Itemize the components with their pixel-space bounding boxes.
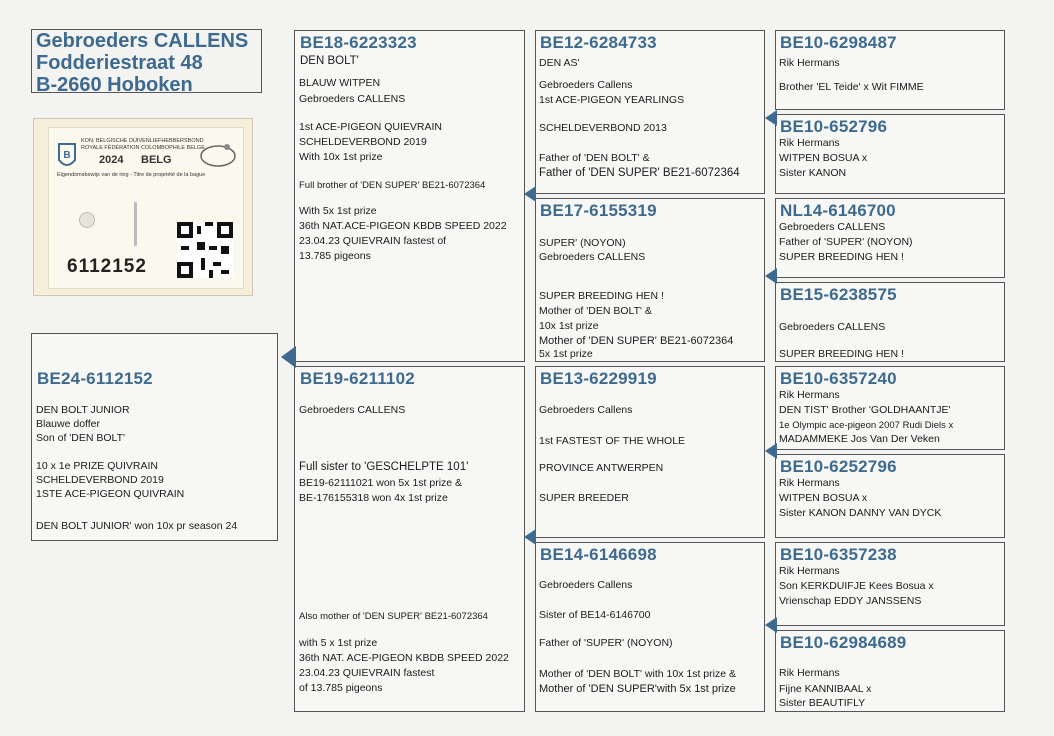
ggp-line: Father of 'SUPER' (NOYON) — [779, 236, 913, 248]
subject-line: DEN BOLT JUNIOR' won 10x pr season 24 — [36, 520, 238, 532]
sire-line: Full brother of 'DEN SUPER' BE21-6072364 — [299, 180, 486, 191]
gd1-line: Mother of 'DEN SUPER' BE21-6072364 — [539, 335, 734, 347]
ggp-ring-number: BE10-62984689 — [780, 633, 907, 652]
gd1-line: SUPER BREEDING HEN ! — [539, 290, 664, 302]
arrow-left-icon — [765, 268, 777, 284]
ggp-box-4 — [775, 282, 1005, 362]
dam-line: 23.04.23 QUIEVRAIN fastest — [299, 667, 435, 679]
gd1-line: 10x 1st prize — [539, 320, 599, 332]
sire-line: Gebroeders CALLENS — [299, 93, 406, 105]
ggp-line: DEN TIST' Brother 'GOLDHAANTJE' — [779, 404, 951, 416]
gs1-line: DEN AS' — [539, 57, 580, 69]
ggp-line: Gebroeders CALLENS — [779, 321, 886, 333]
subject-line: 10 x 1e PRIZE QUIVRAIN — [36, 460, 158, 472]
owner-box — [31, 29, 262, 96]
subject-pigeon-box — [31, 333, 278, 541]
sire-line: 36th NAT.ACE-PIGEON KBDB SPEED 2022 — [299, 220, 507, 232]
sire-line: BLAUW WITPEN — [299, 77, 381, 89]
gd2-line: Mother of 'DEN BOLT' with 10x 1st prize & — [539, 668, 736, 680]
dam-ring-number: BE19-6211102 — [300, 369, 415, 388]
ggp-line: Son KERKDUIFJE Kees Bosua x — [779, 580, 934, 592]
gs1-line: Father of 'DEN SUPER' BE21-6072364 — [539, 167, 740, 179]
gd1-line: Mother of 'DEN BOLT' & — [539, 305, 652, 317]
sire-line: SCHELDEVERBOND 2019 — [299, 136, 427, 148]
ggp-line: SUPER BREEDING HEN ! — [779, 251, 904, 263]
ggp-ring-number: BE10-6252796 — [780, 457, 897, 476]
arrow-left-icon — [765, 617, 777, 633]
kbdb-logo-icon — [55, 140, 79, 172]
subject-line: DEN BOLT JUNIOR — [36, 404, 130, 416]
gs2-line: SUPER BREEDER — [539, 492, 629, 504]
card-org-nl: KON. BELGISCHE DUIVENLIEFHEBBERSBOND — [81, 138, 204, 144]
ggp-box-1 — [775, 30, 1005, 110]
dam-line: Gebroeders CALLENS — [299, 404, 406, 416]
ggp-line: Rik Hermans — [779, 137, 840, 149]
arrow-left-icon — [281, 346, 296, 368]
ring-card-face — [48, 127, 244, 289]
ggp-line: SUPER BREEDING HEN ! — [779, 348, 904, 360]
arrow-left-icon — [765, 443, 777, 459]
ring-ownership-card — [33, 118, 253, 296]
ggp-line: Rik Hermans — [779, 565, 840, 577]
gd1-line: 5x 1st prize — [539, 348, 593, 360]
ggp-line: Fijne KANNIBAAL x — [779, 683, 872, 695]
granddam-paternal-box — [535, 198, 765, 362]
gs1-line: 1st ACE-PIGEON YEARLINGS — [539, 94, 685, 106]
card-org-fr: ROYALE FÉDÉRATION COLOMBOPHILE BELGE — [81, 145, 205, 151]
sire-line: 1st ACE-PIGEON QUIEVRAIN — [299, 121, 442, 133]
dam-line: Also mother of 'DEN SUPER' BE21-6072364 — [299, 611, 488, 622]
ggp-ring-number: BE15-6238575 — [780, 285, 897, 304]
sire-line: With 10x 1st prize — [299, 151, 383, 163]
qr-code-icon — [177, 222, 233, 278]
dam-line: BE-176155318 won 4x 1st prize — [299, 492, 448, 504]
owner-street: Fodderiestraat 48 — [36, 52, 203, 74]
gs1-line: Gebroeders Callens — [539, 79, 633, 91]
ggp-line: Rik Hermans — [779, 667, 840, 679]
ggp-line: Sister KANON — [779, 167, 847, 179]
dam-line: with 5 x 1st prize — [299, 637, 378, 649]
ggp-box-8 — [775, 630, 1005, 712]
sire-name: DEN BOLT' — [300, 55, 359, 67]
pigeon-emblem-icon — [199, 142, 237, 168]
ggp-ring-number: BE10-6357240 — [780, 369, 897, 388]
gd2-line: Sister of BE14-6146700 — [539, 609, 651, 621]
arrow-left-icon — [524, 529, 536, 545]
sire-line: 23.04.23 QUIEVRAIN fastest of — [299, 235, 447, 247]
ggp-line: Rik Hermans — [779, 389, 840, 401]
ggp-line: MADAMMEKE Jos Van Der Veken — [779, 433, 940, 445]
gd2-ring-number: BE14-6146698 — [540, 545, 657, 564]
gs1-ring-number: BE12-6284733 — [540, 33, 657, 52]
svg-text:B: B — [63, 150, 71, 161]
dam-line: of 13.785 pigeons — [299, 682, 383, 694]
ggp-ring-number: BE10-6357238 — [780, 545, 897, 564]
ggp-line: WITPEN BOSUA x — [779, 152, 868, 164]
ggp-line: WITPEN BOSUA x — [779, 492, 868, 504]
card-proof-text: Eigendomsbewijs van de ring - Titre de propriété de la bague — [57, 172, 206, 178]
ggp-line: Sister KANON DANNY VAN DYCK — [779, 507, 942, 519]
ggp-line: Vrienschap EDDY JANSSENS — [779, 595, 922, 607]
gd2-line: Gebroeders Callens — [539, 579, 633, 591]
owner-city: B-2660 Hoboken — [36, 74, 193, 96]
granddam-maternal-box — [535, 542, 765, 712]
subject-ring-number: BE24-6112152 — [37, 369, 153, 388]
ggp-line: Gebroeders CALLENS — [779, 221, 886, 233]
grandsire-paternal-box — [535, 30, 765, 194]
gs2-line: Gebroeders Callens — [539, 404, 633, 416]
dam-line: BE19-62111021 won 5x 1st prize & — [299, 477, 463, 489]
ggp-ring-number: NL14-6146700 — [780, 201, 896, 220]
ggp-box-5 — [775, 366, 1005, 450]
gs2-line: PROVINCE ANTWERPEN — [539, 462, 664, 474]
sire-box — [294, 30, 525, 362]
card-hole — [79, 212, 95, 228]
arrow-left-icon — [765, 110, 777, 126]
ggp-box-2 — [775, 114, 1005, 194]
arrow-left-icon — [524, 186, 536, 202]
gs2-ring-number: BE13-6229919 — [540, 369, 657, 388]
subject-line: Blauwe doffer — [36, 418, 101, 430]
gd2-line: Mother of 'DEN SUPER'with 5x 1st prize — [539, 683, 736, 695]
subject-line: SCHELDEVERBOND 2019 — [36, 474, 164, 486]
card-year: 2024 — [99, 154, 124, 166]
ggp-line: Rik Hermans — [779, 477, 840, 489]
sire-ring-number: BE18-6223323 — [300, 33, 417, 52]
ggp-line: 1e Olympic ace-pigeon 2007 Rudi Diels x — [779, 420, 954, 431]
sire-line: 13.785 pigeons — [299, 250, 371, 262]
gs1-line: Father of 'DEN BOLT' & — [539, 152, 650, 164]
ggp-line: Rik Hermans — [779, 57, 840, 69]
dam-box — [294, 366, 525, 712]
gd1-line: SUPER' (NOYON) — [539, 237, 626, 249]
gd2-line: Father of 'SUPER' (NOYON) — [539, 637, 673, 649]
subject-line: 1STE ACE-PIGEON QUIVRAIN — [36, 488, 185, 500]
card-ring-number: 6112152 — [67, 256, 147, 277]
card-slot — [134, 202, 137, 246]
grandsire-maternal-box — [535, 366, 765, 538]
sire-line: With 5x 1st prize — [299, 205, 377, 217]
gs1-line: SCHELDEVERBOND 2013 — [539, 122, 667, 134]
card-country: BELG — [141, 154, 172, 166]
ggp-box-6 — [775, 454, 1005, 538]
gd1-ring-number: BE17-6155319 — [540, 201, 657, 220]
ggp-line: Sister BEAUTIFLY — [779, 697, 866, 709]
ggp-ring-number: BE10-652796 — [780, 117, 888, 136]
gs2-line: 1st FASTEST OF THE WHOLE — [539, 435, 686, 447]
ggp-box-3 — [775, 198, 1005, 278]
dam-line: 36th NAT. ACE-PIGEON KBDB SPEED 2022 — [299, 652, 509, 664]
ggp-box-7 — [775, 542, 1005, 626]
dam-line: Full sister to 'GESCHELPTE 101' — [299, 461, 469, 473]
ggp-ring-number: BE10-6298487 — [780, 33, 897, 52]
gd1-line: Gebroeders CALLENS — [539, 251, 646, 263]
ggp-line: Brother 'EL Teide' x Wit FIMME — [779, 81, 924, 93]
subject-line: Son of 'DEN BOLT' — [36, 432, 126, 444]
owner-name: Gebroeders CALLENS — [36, 30, 249, 52]
